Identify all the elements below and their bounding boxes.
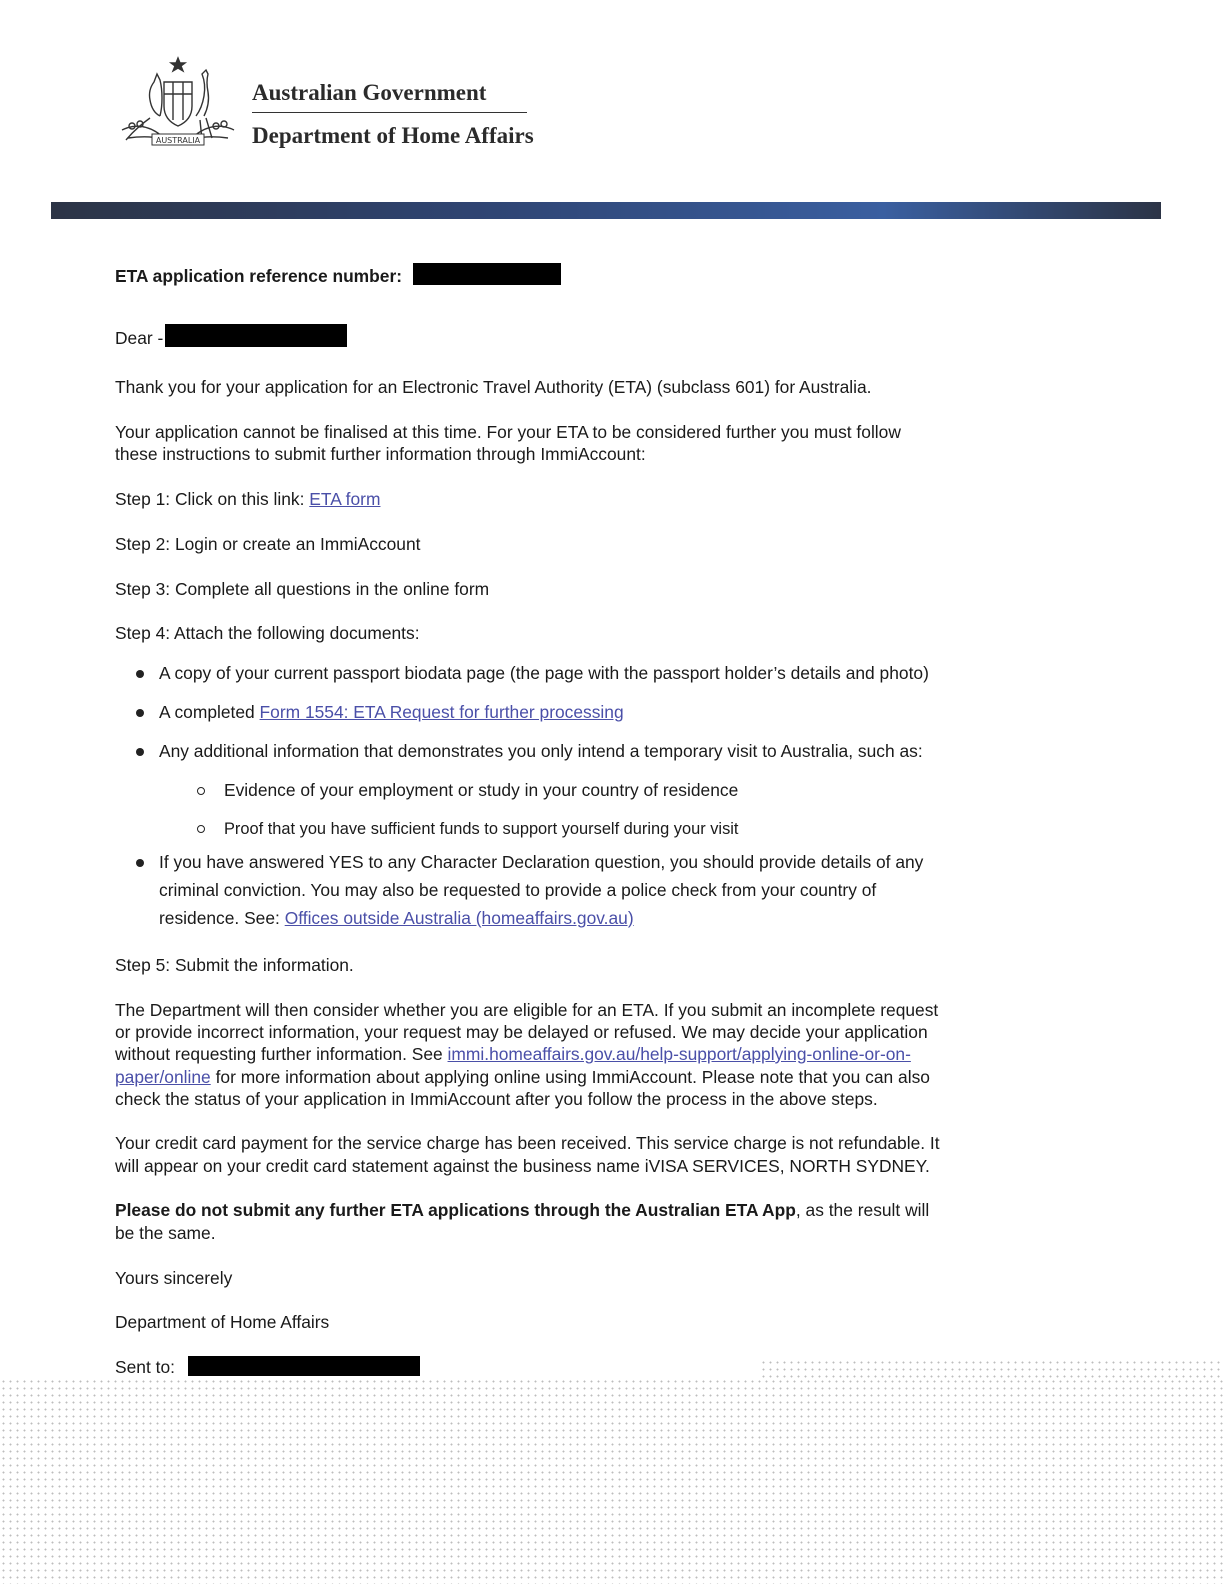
consider-line-2: or provide incorrect information, your request may be delayed or refused. We may decide your application: [115, 1022, 928, 1042]
sent-to-label: Sent to:: [115, 1357, 175, 1377]
doc-character-line-2: criminal conviction. You may also be requested to provide a police check from your country of: [159, 880, 877, 900]
step-1-text: Step 1: Click on this link:: [115, 489, 310, 509]
reference-line: [115, 263, 1015, 288]
notice-line-2: these instructions to submit further information through ImmiAccount:: [115, 444, 646, 464]
warning-line-2: be the same.: [115, 1223, 216, 1243]
warning-line-1: [115, 1199, 1015, 1222]
bullet-icon: [136, 748, 144, 756]
redacted-email: [188, 1356, 420, 1376]
doc-character-line-1: If you have answered YES to any Character Declaration question, you should provide details of any: [159, 852, 924, 872]
consider-line-1: The Department will then consider whether you are eligible for an ETA. If you submit an incomplete request: [115, 1000, 939, 1020]
scan-dither-pattern: [0, 1378, 1224, 1584]
greeting-line: [115, 324, 1015, 350]
payment-line-1: Your credit card payment for the service charge has been received. This service charge is not refundable. It: [115, 1133, 940, 1153]
immi-help-link-cont[interactable]: paper/online: [115, 1067, 211, 1087]
redacted-reference: [413, 263, 561, 285]
greeting: Dear -: [115, 328, 164, 348]
step-1: [115, 488, 1015, 511]
doc-form-text: A completed: [159, 702, 260, 722]
bullet-icon: [136, 859, 144, 867]
redacted-name: [165, 324, 347, 347]
consider-line-3: [115, 1043, 1015, 1066]
bullet-icon: [136, 709, 144, 717]
immi-help-link[interactable]: immi.homeaffairs.gov.au/help-support/applying-online-or-on-: [447, 1044, 911, 1064]
scan-dither-pattern: [760, 1359, 1224, 1379]
step-3: Step 3: Complete all questions in the online form: [115, 579, 490, 599]
notice-line-1: Your application cannot be finalised at this time. For your ETA to be considered further you must follow: [115, 422, 901, 442]
doc-form: [159, 701, 1059, 724]
warning-bold: Please do not submit any further ETA applications through the Australian ETA App: [115, 1200, 796, 1220]
coat-of-arms-icon: [112, 54, 244, 150]
bullet-icon: [136, 670, 144, 678]
org-title: Australian Government: [252, 80, 487, 105]
consider-line-5: check the status of your application in ImmiAccount after you follow the process in the above steps.: [115, 1089, 878, 1109]
sub-bullet-icon: [197, 787, 205, 795]
step-5: Step 5: Submit the information.: [115, 955, 354, 975]
eta-form-link[interactable]: ETA form: [309, 489, 381, 509]
step-4: Step 4: Attach the following documents:: [115, 623, 420, 643]
payment-line-2: will appear on your credit card statement against the business name iVISA SERVICES, NORTH SYDNEY.: [115, 1156, 930, 1176]
org-subtitle: Department of Home Affairs: [252, 123, 534, 148]
form-1554-link[interactable]: Form 1554: ETA Request for further processing: [259, 702, 624, 722]
sub-funds: Proof that you have sufficient funds to support yourself during your visit: [224, 820, 739, 838]
sub-bullet-icon: [197, 825, 205, 833]
doc-passport: A copy of your current passport biodata page (the page with the passport holder’s details and photo): [159, 663, 929, 683]
offices-outside-australia-link[interactable]: Offices outside Australia (homeaffairs.gov.au): [284, 908, 634, 928]
closing: Yours sincerely: [115, 1268, 233, 1288]
crest-motto: AUSTRALIA: [155, 136, 201, 145]
org-divider: [252, 112, 527, 113]
reference-label: ETA application reference number:: [115, 266, 403, 286]
warning-rest: , as the result will: [795, 1200, 930, 1220]
doc-additional: Any additional information that demonstrates you only intend a temporary visit to Australia, such as:: [159, 741, 923, 761]
consider-line-4: [115, 1066, 1015, 1089]
signature: Department of Home Affairs: [115, 1312, 330, 1332]
doc-character-line-3: [159, 907, 1059, 930]
header-banner: [51, 202, 1161, 219]
sub-employment: Evidence of your employment or study in your country of residence: [224, 780, 739, 800]
consider-text: without requesting further information. See: [115, 1044, 448, 1064]
step-2: Step 2: Login or create an ImmiAccount: [115, 534, 421, 554]
doc-character-text: residence. See:: [159, 908, 285, 928]
intro-paragraph: Thank you for your application for an Electronic Travel Authority (ETA) (subclass 601) for Australia.: [115, 377, 872, 397]
consider-text-cont: for more information about applying online using ImmiAccount. Please note that you can also: [210, 1067, 930, 1087]
